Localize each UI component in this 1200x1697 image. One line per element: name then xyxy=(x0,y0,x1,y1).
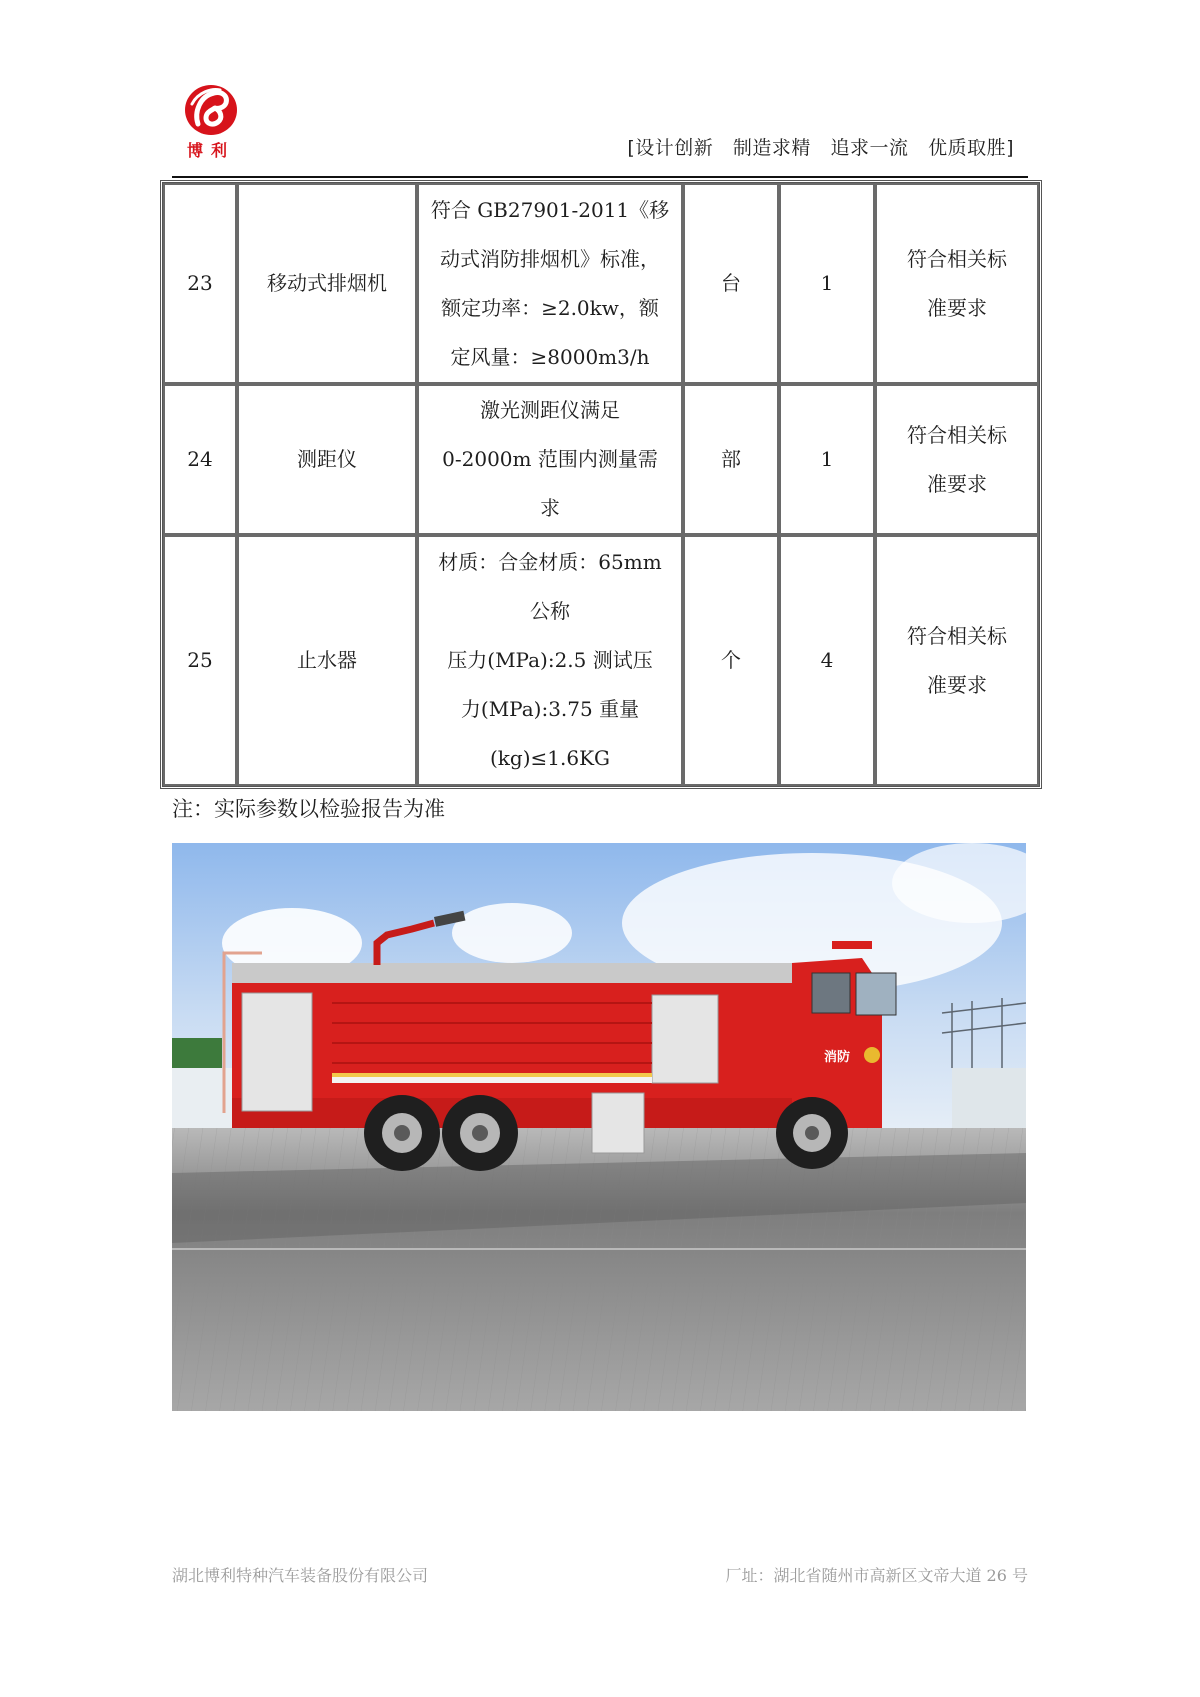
equipment-spec-table xyxy=(160,180,1042,789)
cell-compliance-line: 准要求 xyxy=(927,471,987,496)
footer-company-name: 湖北博利特种汽车装备股份有限公司 xyxy=(172,1566,429,1585)
cell-compliance xyxy=(875,384,1039,535)
cell-description-line: 定风量：≥8000m3/h xyxy=(450,344,650,369)
cell-description-line: 激光测距仪满足 xyxy=(480,398,620,422)
cell-description-line: 材质：合金材质：65mm xyxy=(438,550,662,574)
cell-compliance-line: 符合相关标 xyxy=(907,246,1007,271)
cell-quantity: 1 xyxy=(779,183,875,384)
table-footnote: 注：实际参数以检验报告为准 xyxy=(172,797,445,821)
cell-unit: 个 xyxy=(683,535,779,786)
company-logo xyxy=(178,84,244,160)
cell-description xyxy=(417,183,683,384)
cell-number: 23 xyxy=(163,183,237,384)
cell-description-line: 求 xyxy=(540,496,560,520)
footer-address: 厂址：湖北省随州市高新区文帝大道 26 号 xyxy=(725,1566,1028,1585)
cell-number: 25 xyxy=(163,535,237,786)
cell-compliance-line: 准要求 xyxy=(927,672,987,697)
cell-unit: 台 xyxy=(683,183,779,384)
table-row xyxy=(163,384,1039,535)
company-slogan: [设计创新 制造求精 追求一流 优质取胜] xyxy=(627,137,1014,159)
cell-description-line: 力(MPa):3.75 重量 xyxy=(460,697,640,721)
cell-compliance-line: 准要求 xyxy=(927,295,987,320)
cell-description-line: (kg)≤1.6KG xyxy=(489,746,610,770)
cell-description-line: 压力(MPa):2.5 测试压 xyxy=(447,648,653,672)
logo-text: 博利 xyxy=(186,141,235,160)
cell-item-name: 移动式排烟机 xyxy=(237,183,417,384)
logo-swirl-icon xyxy=(184,84,238,136)
cell-quantity: 1 xyxy=(779,384,875,535)
cell-description xyxy=(417,535,683,786)
cell-compliance-line: 符合相关标 xyxy=(907,422,1007,447)
fire-truck-photo xyxy=(172,843,1026,1411)
fire-truck-illustration xyxy=(172,843,1026,1411)
table-row xyxy=(163,183,1039,384)
cell-description-line: 0-2000m 范围内测量需 xyxy=(442,447,658,471)
cell-item-name: 止水器 xyxy=(237,535,417,786)
svg-text:消防: 消防 xyxy=(824,1050,851,1065)
cell-compliance xyxy=(875,535,1039,786)
cell-description-line: 额定功率：≥2.0kw，额 xyxy=(441,295,659,320)
cell-description-line: 符合 GB27901-2011《移 xyxy=(430,197,670,222)
cell-quantity: 4 xyxy=(779,535,875,786)
cell-unit: 部 xyxy=(683,384,779,535)
cell-compliance xyxy=(875,183,1039,384)
cell-description xyxy=(417,384,683,535)
cell-item-name: 测距仪 xyxy=(237,384,417,535)
cell-description-line: 公称 xyxy=(530,599,570,623)
header-divider xyxy=(172,176,1028,178)
cell-description-line: 动式消防排烟机》标准， xyxy=(440,246,660,271)
table-row xyxy=(163,535,1039,786)
cell-compliance-line: 符合相关标 xyxy=(907,623,1007,648)
cell-number: 24 xyxy=(163,384,237,535)
